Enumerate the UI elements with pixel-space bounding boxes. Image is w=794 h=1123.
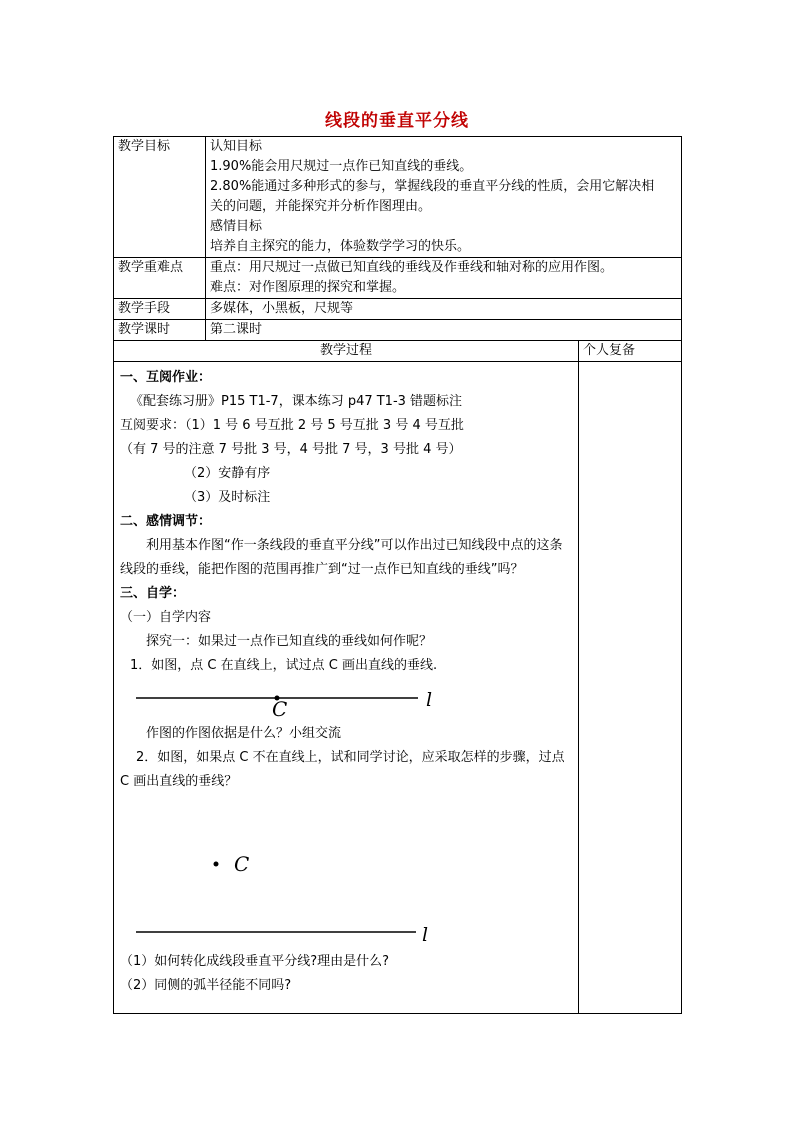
explore-one: 探究一：如果过一点作已知直线的垂线如何作呢？: [146, 634, 433, 649]
section-heading-selfstudy: 三、自学：: [120, 586, 186, 601]
goals-line: 培养自主探究的能力，体验数学学习的快乐。: [210, 239, 471, 254]
adjust-paragraph: 利用基本作图“作一条线段的垂直平分线”可以作出过已知线段中点的这条线段的垂线，能把作图的范围再推广到“过一点作已知直线的垂线”吗？: [120, 538, 563, 577]
period-row: [114, 320, 682, 341]
key-point-line: 重点：用尺规过一点做已知直线的垂线及作垂线和轴对称的应用作图。: [210, 260, 614, 275]
figure-point-on-line: [120, 678, 460, 722]
key-point-line: 难点：对作图原理的探究和掌握。: [210, 280, 406, 295]
goals-line: 1.90%能会用尺规过一点作已知直线的垂线。: [210, 159, 473, 174]
goals-line: 关的问题，并能探究并分析作图理由。: [210, 199, 432, 214]
means-label: 教学手段: [114, 299, 206, 320]
notes-header: 个人复备: [579, 341, 682, 362]
period-label: 教学课时: [114, 320, 206, 341]
figure2-point: [214, 862, 219, 867]
figure1-point-label: C: [272, 697, 288, 721]
figure2-line-label: l: [422, 924, 429, 946]
goals-label: 教学目标: [114, 137, 206, 258]
goals-row: [114, 137, 682, 258]
process-row: [114, 362, 682, 1014]
review-assignment: 《配套练习册》P15 T1-7，课本练习 p47 T1-3 错题标注: [130, 394, 463, 409]
question-one: 1．如图，点 C 在直线上，试过点 C 画出直线的垂线.: [130, 658, 438, 673]
notes-column: [579, 362, 682, 1014]
key-points-row: [114, 258, 682, 299]
figure-point-off-line: [120, 794, 460, 950]
goals-line: 2.80%能通过多种形式的参与，掌握线段的垂直平分线的性质，会用它解决相: [210, 179, 655, 194]
process-header: 教学过程: [114, 341, 579, 362]
means-value: 多媒体，小黑板，尺规等: [206, 299, 682, 320]
section-heading-adjust: 二、感情调节：: [120, 514, 212, 529]
goals-line: 感情目标: [210, 219, 263, 234]
goals-line: 认知目标: [210, 139, 263, 154]
review-note: （有 7 号的注意 7 号批 3 号，4 号批 7 号，3 号批 4 号）: [120, 442, 462, 457]
key-points-content: [206, 258, 682, 299]
review-rule: （3）及时标注: [184, 490, 271, 505]
lesson-plan-table: [113, 136, 682, 1014]
question-two-b: （2）同侧的弧半径能不同吗?: [120, 978, 292, 993]
question-two: 2．如图，如果点 C 不在直线上，试和同学讨论，应采取怎样的步骤，过点 C 画出直线的垂线？: [120, 750, 565, 789]
document-title: 线段的垂直平分线: [325, 111, 469, 131]
goals-content: [206, 137, 682, 258]
means-row: [114, 299, 682, 320]
period-value: 第二课时: [206, 320, 682, 341]
process-header-row: [114, 341, 682, 362]
process-content: [114, 362, 579, 1014]
key-points-label: 教学重难点: [114, 258, 206, 299]
question-two-a: （1）如何转化成线段垂直平分线?理由是什么?: [120, 954, 390, 969]
review-rule: （2）安静有序: [184, 466, 271, 481]
selfstudy-subheading: （一）自学内容: [120, 610, 212, 625]
section-heading-review: 一、互阅作业：: [120, 370, 212, 385]
review-requirement: 互阅要求：（1）1 号 6 号互批 2 号 5 号互批 3 号 4 号互批: [120, 418, 464, 433]
figure2-point-label: C: [234, 852, 250, 876]
figure1-line-label: l: [426, 689, 433, 711]
question-one-followup: 作图的作图依据是什么？小组交流: [146, 726, 342, 741]
